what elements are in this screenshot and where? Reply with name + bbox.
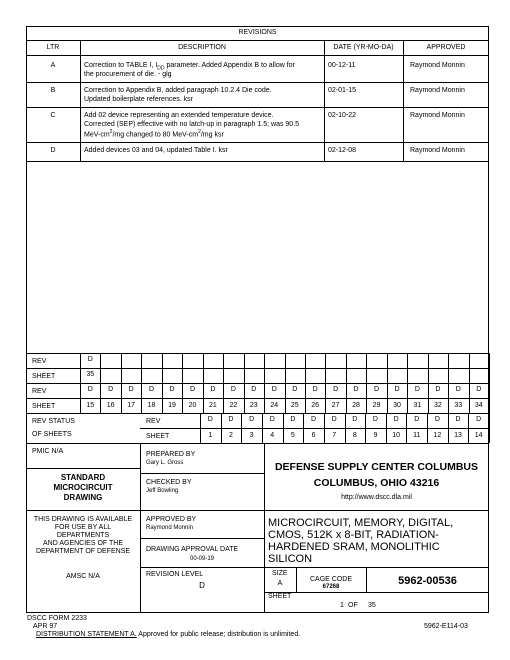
drawing-number: 5962-00536 xyxy=(398,575,457,587)
revision-desc-b: Correction to Appendix B, added paragraph 10.2.4 Die code. xyxy=(84,87,272,94)
checked-by-label: CHECKED BY xyxy=(146,479,192,486)
grid-cell: 16 xyxy=(106,402,115,409)
rev-status-label: REV STATUS xyxy=(32,418,75,425)
sheet-label: SHEET xyxy=(268,593,292,600)
drawing-title-line3: HARDENED SRAM, MONOLITHIC xyxy=(268,541,440,553)
grid-cell: D xyxy=(271,386,277,393)
grid-cell: 24 xyxy=(270,402,279,409)
sheet-number: 1 xyxy=(340,602,344,609)
revision-desc-a-post: parameter. Added Appendix B to allow for xyxy=(164,62,295,69)
drawing-title-line4: SILICON xyxy=(268,553,313,565)
revision-desc-a-pre: Correction to TABLE I, I xyxy=(84,62,158,69)
grid-cell: D xyxy=(290,416,296,423)
revision-desc-c: Add 02 device representing an extended temperature device. xyxy=(84,112,274,119)
grid-cell: D xyxy=(269,416,275,423)
grid-cell: D xyxy=(210,386,216,393)
grid-col-line xyxy=(489,413,490,443)
grid-cell: D xyxy=(476,386,482,393)
revision-desc-c-line2: Corrected (SEP) effective with no latch-up in paragraph 1.5; was 90.5 xyxy=(84,121,300,128)
agency-url[interactable]: http://www.dscc.dla.mil xyxy=(341,494,412,501)
grid-cell: 22 xyxy=(229,402,238,409)
inner-sheet-label: SHEET xyxy=(146,433,170,440)
grid-cell: 14 xyxy=(474,432,483,439)
revision-ltr-d: D xyxy=(50,147,56,154)
distribution-text: Approved for public release; distribution is unlimited. xyxy=(136,631,301,638)
grid-cell: 7 xyxy=(332,432,337,439)
grid-cell: 31 xyxy=(413,402,422,409)
grid-cell: 12 xyxy=(433,432,442,439)
grid-cell: 19 xyxy=(168,402,176,409)
grid-rev-label-2: REV xyxy=(32,388,47,395)
grid-cell: 1 xyxy=(208,432,213,439)
grid-cell: D xyxy=(249,416,255,423)
grid-cell: D xyxy=(230,386,236,393)
grid-sheet-label-2: SHEET xyxy=(32,403,56,410)
revision-approved-d: Raymond Monnin xyxy=(410,147,465,154)
revision-desc-b-line2: Updated boilerplate references. ksr xyxy=(84,96,193,103)
amsc-label: AMSC N/A xyxy=(66,573,100,580)
grid-cell: D xyxy=(108,386,114,393)
revision-desc-c-part-a: MeV-cm xyxy=(84,131,110,139)
grid-cell: D xyxy=(207,416,213,423)
available-line4: AND AGENCIES OF THE xyxy=(43,540,123,547)
grid-cell: 18 xyxy=(147,402,156,409)
available-line2: FOR USE BY ALL xyxy=(54,524,112,531)
grid-cell: 23 xyxy=(249,402,258,409)
grid-cell: 2 xyxy=(229,432,233,439)
grid-cell: D xyxy=(434,416,440,423)
grid-cell: 25 xyxy=(290,402,299,409)
grid-cell: 9 xyxy=(373,432,378,439)
grid-cell: 30 xyxy=(393,402,401,409)
grid-cell: D xyxy=(149,386,155,393)
grid-cell: 33 xyxy=(454,402,463,409)
grid-cell: D xyxy=(87,356,93,363)
grid-cell: D xyxy=(352,416,358,423)
revision-date-a: 00-12-11 xyxy=(328,62,356,69)
size-value: A xyxy=(277,580,283,587)
grid-cell: D xyxy=(292,386,298,393)
grid-cell: D xyxy=(476,416,482,423)
revision-desc-a-line2: the procurement of die. - glg xyxy=(84,71,172,78)
distribution-label: DISTRIBUTION STATEMENT A. xyxy=(36,631,137,638)
grid-cell: D xyxy=(251,386,257,393)
grid-cell: D xyxy=(435,386,441,393)
revision-level-value: D xyxy=(199,581,205,590)
grid-cell: 3 xyxy=(249,432,254,439)
cage-code-label: CAGE CODE xyxy=(309,576,352,583)
revision-desc-d: Added devices 03 and 04, updated Table I. ksr xyxy=(84,147,228,154)
revision-date-c: 02-10-22 xyxy=(328,112,357,119)
grid-cell: D xyxy=(169,386,175,393)
of-sheets-label: OF SHEETS xyxy=(32,431,72,438)
grid-cell: 29 xyxy=(372,402,381,409)
sheet-total: 35 xyxy=(368,602,376,609)
inner-rev-label: REV xyxy=(146,418,161,425)
form-date: APR 97 xyxy=(33,623,58,630)
revision-desc-c-sup1: 2 xyxy=(109,129,113,135)
available-line3: DEPARTMENTS xyxy=(56,532,110,539)
grid-cell: D xyxy=(128,386,134,393)
grid-cell: D xyxy=(372,416,378,423)
standard-line3: DRAWING xyxy=(63,493,103,502)
revision-ltr-c: C xyxy=(50,112,56,119)
grid-cell: 11 xyxy=(413,432,421,439)
revision-approved-b: Raymond Monnin xyxy=(410,87,465,94)
grid-cell: 26 xyxy=(311,402,320,409)
grid-cell: 10 xyxy=(392,432,400,439)
revisions-header-ltr: LTR xyxy=(46,44,60,51)
revision-desc-c-part-b: /mg changed to 80 MeV-cm xyxy=(112,131,199,139)
sheet-of: OF xyxy=(348,602,358,609)
agency-city: COLUMBUS, OHIO 43216 xyxy=(313,477,440,489)
standard-line1: STANDARD xyxy=(60,473,106,482)
grid-cell: 4 xyxy=(270,432,275,439)
grid-cell: 15 xyxy=(86,402,95,409)
grid-cell: 28 xyxy=(352,402,360,409)
revision-desc-c-line3 xyxy=(84,130,224,139)
revision-approved-c: Raymond Monnin xyxy=(410,112,465,119)
drawing-title-line1: MICROCIRCUIT, MEMORY, DIGITAL, xyxy=(268,517,454,529)
revision-date-b: 02-01-15 xyxy=(328,87,357,94)
agency-name: DEFENSE SUPPLY CENTER COLUMBUS xyxy=(274,461,479,473)
grid-cell: D xyxy=(373,386,380,393)
grid-cell: D xyxy=(310,416,317,423)
approved-by-label: APPROVED BY xyxy=(146,516,197,523)
available-line1: THIS DRAWING IS AVAILABLE xyxy=(33,516,133,523)
approval-date-value: 00-09-19 xyxy=(189,556,215,562)
grid-col-line xyxy=(489,353,490,413)
approved-by-name: Raymond Monnin xyxy=(146,525,194,531)
grid-cell: D xyxy=(353,386,359,393)
grid-cell: D xyxy=(87,386,93,393)
grid-cell: 20 xyxy=(188,402,197,409)
grid-cell: 21 xyxy=(209,402,217,409)
grid-cell: D xyxy=(333,386,339,393)
prepared-by-name: Gary L. Gross xyxy=(146,460,184,466)
revision-desc-a-sub: DD xyxy=(157,65,165,72)
form-number: 5962-E114-03 xyxy=(424,623,468,630)
grid-rev-label-1: REV xyxy=(32,358,47,365)
grid-cell: D xyxy=(331,416,337,423)
grid-cell: D xyxy=(414,386,420,393)
form-name: DSCC FORM 2233 xyxy=(27,615,87,622)
grid-cell: 27 xyxy=(331,402,340,409)
revision-desc-c-sup2: 2 xyxy=(198,129,201,135)
revision-level-label: REVISION LEVEL xyxy=(146,571,204,578)
drawing-title-line2: CMOS, 512K x 8-BIT, RADIATION- xyxy=(268,529,439,541)
grid-cell: D xyxy=(312,386,318,393)
grid-cell: 17 xyxy=(127,402,135,409)
pmic-label: PMIC N/A xyxy=(32,448,64,455)
grid-cell: D xyxy=(393,416,399,423)
distribution-statement xyxy=(36,631,300,639)
standard-line2: MICROCIRCUIT xyxy=(53,483,113,492)
grid-cell: D xyxy=(455,386,461,393)
grid-cell: D xyxy=(455,416,461,423)
grid-cell: D xyxy=(189,386,195,393)
grid-cell: 32 xyxy=(433,402,442,409)
agency-url-link[interactable] xyxy=(264,494,489,502)
grid-cell: D xyxy=(394,386,400,393)
grid-sheet-label-1: SHEET xyxy=(32,373,56,380)
revision-ltr-a: A xyxy=(50,62,56,69)
grid-cell: 13 xyxy=(454,432,462,439)
approval-date-label: DRAWING APPROVAL DATE xyxy=(146,546,239,553)
revision-date-d: 02-12-08 xyxy=(328,147,357,154)
revisions-header-approved: APPROVED xyxy=(426,44,466,51)
grid-cell: D xyxy=(414,416,420,423)
revisions-header-date: DATE (YR-MO-DA) xyxy=(333,44,394,51)
grid-cell: 34 xyxy=(474,402,483,409)
checked-by-name: Jeff Bowling xyxy=(146,488,179,494)
revision-ltr-b: B xyxy=(50,87,56,94)
size-label: SIZE xyxy=(272,570,288,577)
grid-cell: 35 xyxy=(86,371,95,378)
revision-approved-a: Raymond Monnin xyxy=(410,62,465,69)
grid-cell: 8 xyxy=(352,432,357,439)
revision-desc-c-part-c: /mg ksr xyxy=(200,131,224,139)
revisions-header-description: DESCRIPTION xyxy=(178,44,226,51)
prepared-by-label: PREPARED BY xyxy=(146,451,196,458)
available-line5: DEPARTMENT OF DEFENSE xyxy=(35,548,131,555)
cage-code-value: 67268 xyxy=(322,584,340,590)
grid-cell: D xyxy=(228,416,234,423)
grid-cell: 5 xyxy=(290,432,295,439)
grid-cell: 6 xyxy=(311,432,316,439)
revisions-title: REVISIONS xyxy=(238,29,277,36)
